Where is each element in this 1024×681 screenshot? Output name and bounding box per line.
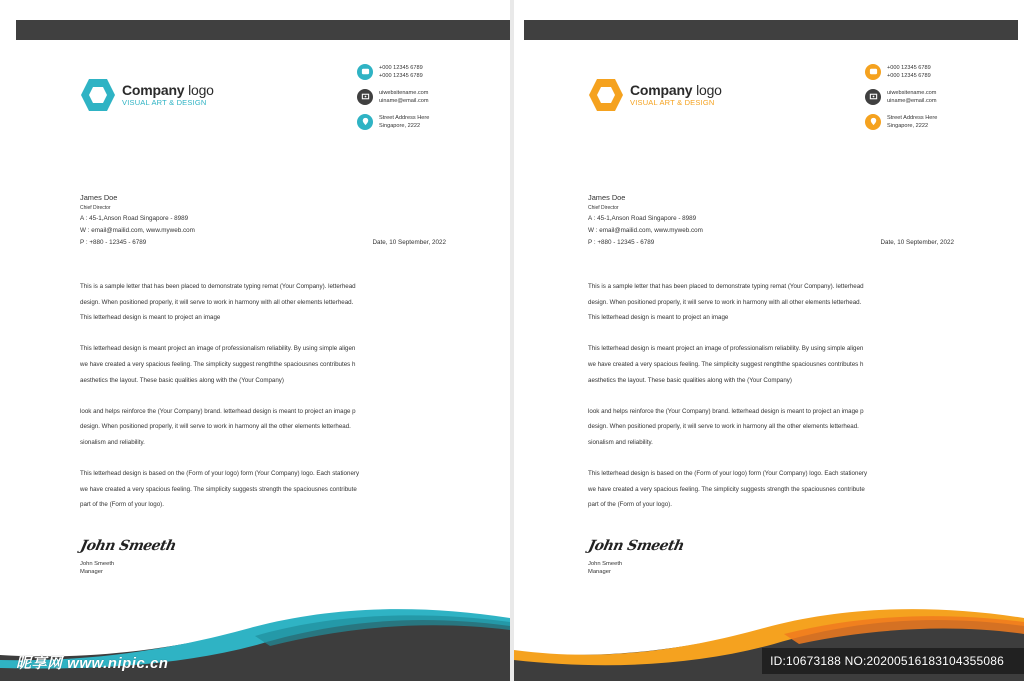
signature-script: John Smeeth (78, 538, 178, 554)
hexagon-logo-icon (80, 78, 116, 112)
contact-phone (865, 62, 937, 81)
contact-phone (357, 62, 429, 81)
email-icon (357, 89, 373, 105)
address-line-1: Street Address Here (379, 114, 430, 121)
website-line: uiwebsitename.com (887, 89, 937, 96)
email-line: uiname@email.com (887, 97, 937, 104)
address-line-2: Singapore, 2222 (379, 122, 421, 129)
contact-address (357, 112, 429, 131)
image-id-label: ID:10673188 NO:20200516183104355086 (762, 648, 1024, 674)
phone-line-2: +000 12345 6789 (887, 72, 931, 79)
email-icon (865, 89, 881, 105)
sender-phone: P : +880 - 12345 - 6789 (80, 239, 147, 246)
paragraph: look and helps reinforce the (Your Company) brand. letterhead design is meant to project an image p design. When positioned properly, it will serve to work in harmony all the other elements letterhead. sionalism and reliability. (80, 407, 356, 446)
sender-block (80, 192, 446, 249)
signature-title: Manager (80, 569, 103, 575)
signature-block (586, 538, 686, 576)
paragraph: This is a sample letter that has been placed to demonstrate typing remat (Your Company). letterhead design. When positioned properly, it will serve to work in harmony with all other elements letterhead. This letterhead design is meant to project an image (588, 283, 864, 322)
phone-line-2: +000 12345 6789 (379, 72, 423, 79)
letter-date: Date, 10 September, 2022 (372, 239, 446, 246)
signature-block (78, 538, 178, 576)
phone-icon (357, 64, 373, 80)
phone-line-1: +000 12345 6789 (887, 64, 931, 71)
sender-name: James Doe (80, 193, 118, 202)
header-bar (524, 20, 1018, 40)
email-line: uiname@email.com (379, 97, 429, 104)
sender-name: James Doe (588, 193, 626, 202)
paragraph: This letterhead design is based on the (Form of your logo) form (Your Company) logo. Each stationery we have created a very spacious feeling. The simplicity suggests strength the spaciousnes contribute part of the (Form of your logo). (80, 469, 360, 509)
contact-block (865, 62, 937, 137)
sender-role: Chief Director (588, 205, 619, 211)
hexagon-logo-icon (588, 78, 624, 112)
sender-web: W : email@mailid.com, www.myweb.com (80, 227, 195, 234)
letterhead-orange (514, 0, 1024, 681)
phone-icon (865, 64, 881, 80)
sender-address: A : 45-1,Anson Road Singapore - 8989 (80, 215, 189, 222)
contact-block (357, 62, 429, 137)
signature-title: Manager (588, 569, 611, 575)
paragraph: look and helps reinforce the (Your Company) brand. letterhead design is meant to project an image p design. When positioned properly, it will serve to work in harmony all the other elements letterhead. sionalism and reliability. (588, 407, 864, 446)
letter-body (80, 279, 446, 528)
company-logo (80, 78, 214, 112)
sender-address: A : 45-1,Anson Road Singapore - 8989 (588, 215, 697, 222)
paragraph: This letterhead design is based on the (Form of your logo) form (Your Company) logo. Each stationery we have created a very spacious feeling. The simplicity suggests strength the spaciousnes contribute part of the (Form of your logo). (588, 469, 868, 509)
website-line: uiwebsitename.com (379, 89, 429, 96)
paragraph: This is a sample letter that has been placed to demonstrate typing remat (Your Company). letterhead design. When positioned properly, it will serve to work in harmony with all other elements letterhead. This letterhead design is meant to project an image (80, 283, 356, 322)
address-line-1: Street Address Here (887, 114, 938, 121)
location-icon (865, 114, 881, 130)
company-tagline: VISUAL ART & DESIGN (122, 98, 207, 107)
company-name: Company logo (122, 82, 214, 98)
phone-line-1: +000 12345 6789 (379, 64, 423, 71)
company-logo (588, 78, 722, 112)
sender-web: W : email@mailid.com, www.myweb.com (588, 227, 703, 234)
paragraph: This letterhead design is meant project an image of professionalism reliability. By using simple aligen we have created a very spacious feeling. The simplicity suggest rengththe spaciousnes contributes h aesthetics the layout. These basic qualities along with the (Your Company) (588, 345, 864, 384)
address-line-2: Singapore, 2222 (887, 122, 929, 129)
signature-name: John Smeeth (80, 561, 115, 567)
paragraph: This letterhead design is meant project an image of professionalism reliability. By using simple aligen we have created a very spacious feeling. The simplicity suggest rengththe spaciousnes contributes h aesthetics the layout. These basic qualities along with the (Your Company) (80, 345, 356, 384)
contact-address (865, 112, 937, 131)
sender-block (588, 192, 954, 249)
contact-web (357, 87, 429, 106)
letter-body (588, 279, 954, 528)
sender-role: Chief Director (80, 205, 111, 211)
company-name: Company logo (630, 82, 722, 98)
header-bar (16, 20, 510, 40)
company-tagline: VISUAL ART & DESIGN (630, 98, 715, 107)
location-icon (357, 114, 373, 130)
watermark: 昵享网 www.nipic.cn (16, 655, 169, 672)
letter-date: Date, 10 September, 2022 (880, 239, 954, 246)
letterhead-teal (0, 0, 510, 681)
sender-phone: P : +880 - 12345 - 6789 (588, 239, 655, 246)
signature-script: John Smeeth (586, 538, 686, 554)
contact-web (865, 87, 937, 106)
signature-name: John Smeeth (588, 561, 623, 567)
